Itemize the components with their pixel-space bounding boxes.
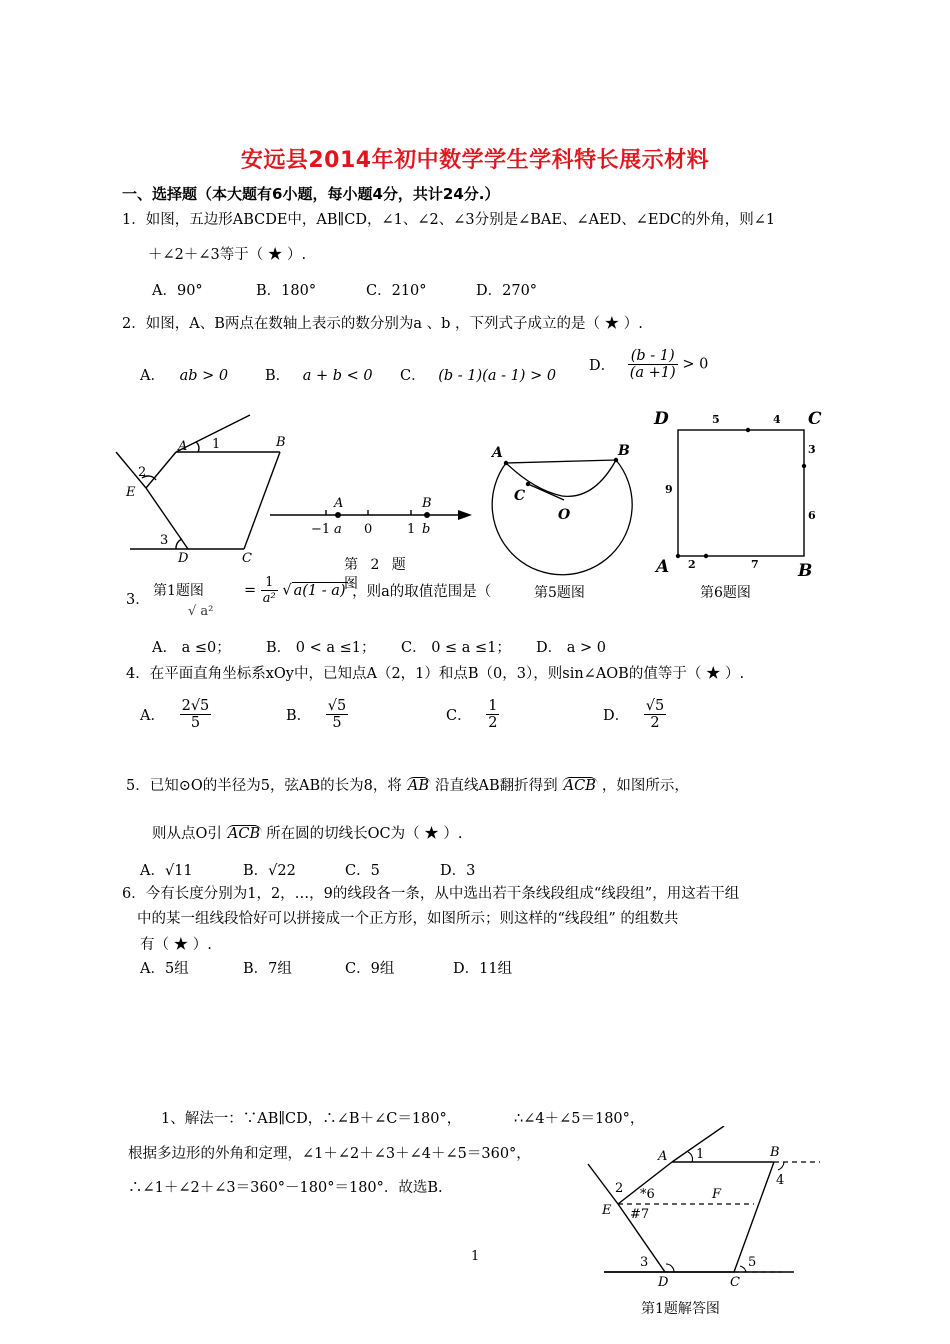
fig6-label-C: C [808,409,822,429]
q5-text-b: 沿直线AB翻折得到 [434,778,558,794]
question-6-option-d: D．11组 [453,961,513,977]
question-5-option-c: C．5 [345,863,380,879]
fig6-len-5: 5 [712,413,720,426]
question-4-stem: 4．在平面直角坐标系xOy中，已知点A（2，1）和点B（0，3），则sin∠AOB的值等于（ ★ ）. [126,666,745,682]
question-6-option-c: C．9组 [345,961,395,977]
question-3-sqrt-fragment: √ a² [188,604,214,619]
option-b-fraction [326,698,348,731]
option-a-expression: ab > 0 [179,368,229,384]
figure-2-caption: 第 2 题 [344,557,410,573]
option-a-label: A． [140,368,165,384]
option-c-expression: (b - 1)(a - 1) > 0 [438,368,557,384]
fig5-label-B: B [618,443,630,459]
figure-6-square [650,402,830,580]
option-c-fraction [486,698,499,731]
fraction-denominator: 2 [650,715,660,731]
question-5-line2 [152,822,462,843]
q3-suffix: ，则a的取值范围是（ [352,584,492,600]
ans-fig-label-4: 4 [776,1173,785,1188]
fig6-label-D: D [654,409,669,429]
figure-5-circle [484,440,640,598]
q5-text-d: 则从点O引 [152,826,222,842]
question-2-option-d [589,348,708,381]
question-4-option-d [603,698,666,731]
question-6-line1: 6．今有长度分别为1，2，…，9的线段各一条，从中选出若干条线段组成“线段组”，用这若干组 [122,886,740,902]
question-1-option-b: B．180° [256,283,317,299]
ans-fig-label-E: E [602,1203,612,1218]
answer-line1a: 1、解法一：∵AB∥CD，∴∠B＋∠C＝180°， [161,1111,462,1127]
option-d-fraction [628,348,678,381]
q3-numerator: 1 [261,575,278,591]
option-b-label: B． [286,708,312,724]
ans-fig-label-A: A [658,1149,668,1164]
question-6-option-a: A．5组 [140,961,189,977]
question-2-option-c [400,364,556,385]
question-3-expression: = $\frac{1}{\text{a²}}$ √ a(1 - a) ，则a的取值范围是（ [244,575,492,606]
figure-1-caption: 第1题图 [153,583,204,599]
question-2-option-a [140,364,228,385]
ans-fig-label-7: #7 [630,1207,650,1222]
fig6-label-B: B [798,561,813,580]
fraction-denominator: 2 [488,715,498,731]
question-3-option-d: D． a > 0 [536,640,606,656]
fig1-label-D: D [178,551,189,566]
fig2-tick-a: a [334,522,342,537]
fig1-label-B: B [276,435,286,450]
option-d-label: D． [589,358,616,374]
option-c-label: C． [446,708,472,724]
section-heading: 一、选择题（本大题有6小题，每小题4分，共计24分.） [122,185,500,203]
ans-fig-label-1: 1 [696,1147,705,1162]
q5-text-e: 所在圆的切线长OC为（ ★ ）. [266,826,463,842]
question-1-option-d: D．270° [476,283,538,299]
fig2-tick-1: 1 [407,522,416,537]
option-d-tail: > 0 [682,356,709,373]
q3-denominator: a² [262,591,276,606]
fig6-len-7: 7 [751,558,759,571]
fig6-len-4: 4 [773,413,781,426]
ans-fig-label-2: 2 [615,1181,624,1196]
fig1-label-E: E [126,485,136,500]
fig2-label-A: A [334,496,344,511]
fig1-label-3: 3 [160,533,169,548]
fig6-len-3: 3 [808,443,816,456]
fig2-tick-b: b [422,522,431,537]
ans-fig-label-D: D [658,1275,669,1290]
fraction-denominator: 5 [332,715,342,731]
option-b-label: B． [265,368,291,384]
fraction-numerator: (b - 1) [628,348,678,365]
fraction-denominator: 5 [190,715,201,731]
page-title: 安远县2014年初中数学学生学科特长展示材料 [240,148,710,173]
fig2-tick-minus1: −1 [311,522,331,537]
fig2-label-B: B [422,496,432,511]
question-5-option-a: A．√11 [140,863,193,879]
fig1-label-C: C [242,551,252,566]
option-d-label: D． [603,708,630,724]
page-number: 1 [471,1249,480,1264]
figure-5-caption: 第5题图 [534,585,585,601]
option-a-label: A． [140,708,165,724]
q5-text-c: ，如图所示， [601,778,689,794]
question-5-line1 [126,774,689,795]
ans-fig-label-6: *6 [640,1187,655,1202]
question-3-option-b: B． 0 < a ≤1； [266,640,376,656]
fig6-len-9: 9 [665,483,673,496]
question-4-option-c [446,698,499,731]
question-3-fraction [261,575,278,606]
fig6-len-2: 2 [688,558,696,571]
question-3-option-c: C． 0 ≤ a ≤1； [401,640,511,656]
question-5-option-d: D．3 [440,863,476,879]
option-b-expression: a + b < 0 [302,368,373,384]
q5-text-a: 5．已知⊙O的半径为5，弦AB的长为8，将 [126,778,402,794]
question-6-option-b: B．7组 [243,961,292,977]
question-1-line2: ＋∠2＋∠3等于（ ★ ）. [148,247,307,263]
fraction-numerator: 1 [488,698,498,714]
question-1-option-c: C．210° [366,283,427,299]
question-3-option-a: A． a ≤0； [152,640,231,656]
ans-fig-label-5: 5 [748,1255,757,1270]
answer-figure-caption: 第1题解答图 [641,1301,720,1317]
fig5-label-C: C [514,488,526,504]
fraction-numerator: √5 [327,698,347,714]
q3-radicand: a(1 - a) [293,582,346,599]
option-a-fraction [180,698,212,731]
fraction-numerator: 2√5 [181,698,210,714]
fig1-label-2: 2 [138,465,147,480]
question-5-option-b: B．√22 [243,863,296,879]
fraction-numerator: √5 [645,698,665,714]
question-1-option-a: A．90° [152,283,203,299]
ans-fig-label-C: C [730,1275,740,1290]
fig5-label-A: A [492,445,503,461]
option-c-label: C． [400,368,426,384]
fig6-len-6: 6 [808,509,816,522]
ans-fig-label-3: 3 [640,1255,649,1270]
answer-figure [582,1126,822,1296]
answer-line1b: ∴∠4＋∠5＝180°， [514,1111,645,1127]
ans-fig-label-B: B [770,1145,780,1160]
q5-arc-ab: AB [407,778,429,794]
question-6-line3: 有（ ★ ）. [140,937,212,953]
q5-arc-acb: ACB [563,778,596,794]
fig2-tick-0: 0 [364,522,373,537]
question-6-line2: 中的某一组线段恰好可以拼接成一个正方形，如图所示；则这样的“线段组” 的组数共 [137,911,679,927]
answer-line2: 根据多边形的外角和定理，∠1＋∠2＋∠3＋∠4＋∠5＝360°， [128,1146,531,1162]
answer-line3: ∴∠1＋∠2＋∠3＝360°－180°＝180°．故选B. [128,1180,443,1196]
q3-radical: √ a(1 - a) [282,582,346,599]
figure-2-number-line [268,490,478,540]
question-4-option-a [140,698,211,731]
figure-6-caption: 第6题图 [700,585,751,601]
question-4-option-b [286,698,348,731]
question-2-option-b [265,364,373,385]
ans-fig-label-F: F [712,1187,722,1202]
fig1-label-A: A [178,439,188,454]
fig6-label-A: A [656,557,670,577]
option-d-fraction [644,698,666,731]
question-2-stem: 2．如图，A、B两点在数轴上表示的数分别为a 、b ，下列式子成立的是（ ★ ）. [122,316,643,332]
fig5-label-O: O [558,507,571,523]
fig1-label-1: 1 [212,437,221,452]
question-3-prefix: 3． [126,592,150,608]
question-1-line1: 1．如图，五边形ABCDE中，AB∥CD，∠1、∠2、∠3分别是∠BAE、∠AED、∠EDC的外角，则∠1 [122,212,776,228]
q5-arc-acb-2: ACB [227,826,261,842]
fraction-denominator: (a +1) [629,365,676,381]
figure-2-caption-2: 图 [344,576,358,592]
